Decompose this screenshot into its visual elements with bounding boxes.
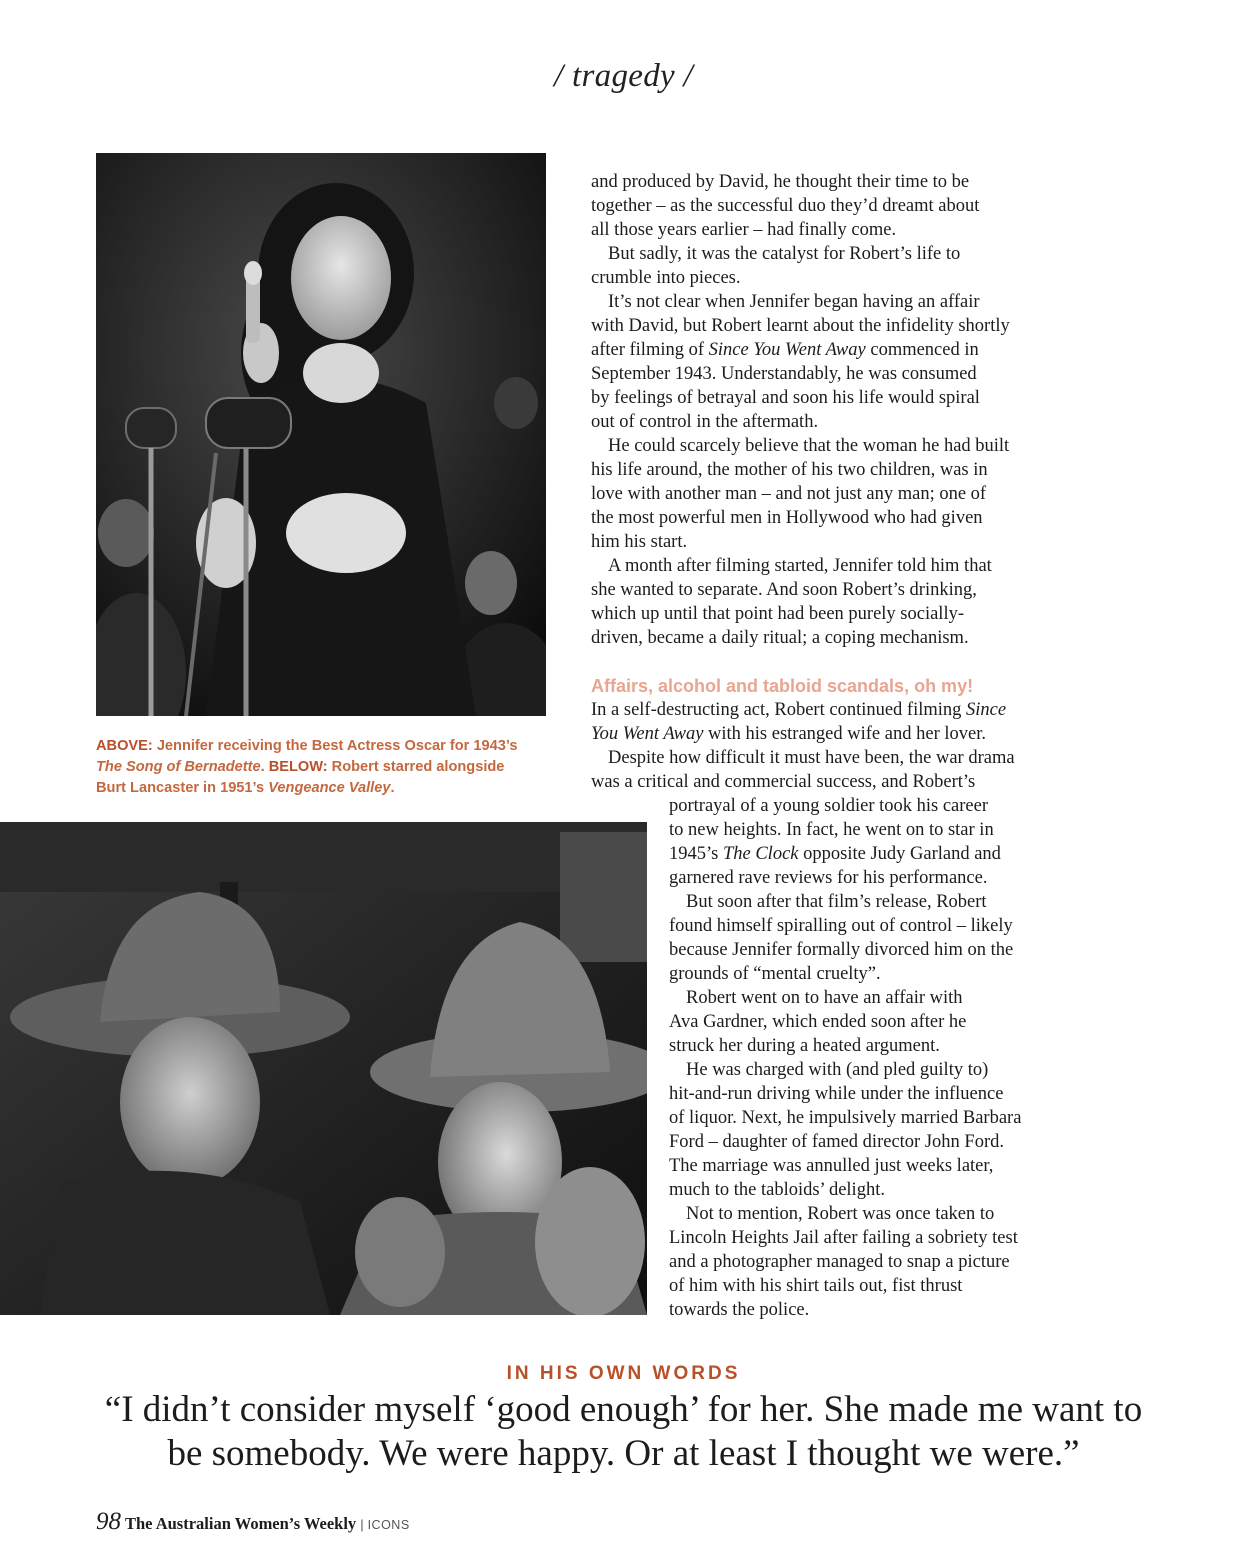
film-title: The Clock xyxy=(722,844,799,864)
text-line: Not to mention, Robert was once taken to xyxy=(686,1204,995,1224)
text-line: she wanted to separate. And soon Robert’s drinking, xyxy=(591,580,977,600)
paragraph xyxy=(591,554,1071,650)
subheading: Affairs, alcohol and tabloid scandals, oh my! xyxy=(591,676,974,696)
paragraph xyxy=(591,242,1071,290)
section-tag: / tragedy / xyxy=(554,58,693,94)
text-line: found himself spiralling out of control – likely xyxy=(669,916,1013,936)
caption-below-end: . xyxy=(390,780,395,796)
caption-below-title: Vengeance Valley xyxy=(268,780,391,796)
text-line: all those years earlier – had finally come. xyxy=(591,220,897,240)
text-line: portrayal of a young soldier took his career xyxy=(669,796,989,816)
text-line: his life around, the mother of his two children, was in xyxy=(591,460,988,480)
text-line: the most powerful men in Hollywood who had given xyxy=(591,508,983,528)
text-line: Despite how difficult it must have been, the war drama xyxy=(608,748,1015,768)
text-line: was a critical and commercial success, and Robert’s xyxy=(591,772,976,792)
text-line xyxy=(591,842,1071,866)
text-line: crumble into pieces. xyxy=(591,268,741,288)
text-line: together – as the successful duo they’d dreamt about xyxy=(591,196,980,216)
footer-separator: | xyxy=(360,1517,364,1532)
text-line: towards the police. xyxy=(669,1300,810,1320)
text-line: A month after filming started, Jennifer told him that xyxy=(608,556,992,576)
text-run: opposite Judy Garland and xyxy=(798,844,1001,864)
film-title: Since xyxy=(966,700,1007,720)
text-line: He was charged with (and pled guilty to) xyxy=(686,1060,989,1080)
text-line: It’s not clear when Jennifer began having an affair xyxy=(608,292,980,312)
text-line: The marriage was annulled just weeks later, xyxy=(669,1156,994,1176)
page-footer xyxy=(96,1508,410,1548)
text-line xyxy=(574,338,1071,362)
pull-quote-line: be somebody. We were happy. Or at least I thought we were.” xyxy=(167,1433,1080,1474)
text-line: because Jennifer formally divorced him on the xyxy=(669,940,1014,960)
text-line: struck her during a heated argument. xyxy=(669,1036,940,1056)
text-line: garnered rave reviews for his performance. xyxy=(669,868,988,888)
text-line: But soon after that film’s release, Robert xyxy=(686,892,987,912)
text-line: of liquor. Next, he impulsively married Barbara xyxy=(669,1108,1022,1128)
caption-above-title: The Song of Bernadette xyxy=(96,759,261,775)
text-line: love with another man – and not just any man; one of xyxy=(591,484,987,504)
text-line: grounds of “mental cruelty”. xyxy=(669,964,881,984)
jennifer-oscar-photo xyxy=(96,153,546,716)
caption-above-end: . xyxy=(260,759,269,775)
text-line xyxy=(591,698,1071,722)
paragraph xyxy=(591,170,1071,242)
photo-caption xyxy=(96,736,536,799)
text-line: him his start. xyxy=(591,532,688,552)
text-line: out of control in the aftermath. xyxy=(591,412,819,432)
text-line: Robert went on to have an affair with xyxy=(686,988,963,1008)
paragraph xyxy=(591,434,1071,554)
text-line: and produced by David, he thought their time to be xyxy=(591,172,970,192)
film-title: You Went Away xyxy=(591,724,704,744)
text-run: 1945’s xyxy=(669,844,723,864)
text-line: driven, became a daily ritual; a coping mechanism. xyxy=(591,628,969,648)
caption-below-text: Robert starred alongside Burt Lancaster in 1951’s xyxy=(96,759,505,796)
vengeance-valley-photo xyxy=(0,822,647,1315)
text-line: hit-and-run driving while under the influence xyxy=(669,1084,1004,1104)
text-line: of him with his shirt tails out, fist thrust xyxy=(669,1276,963,1296)
text-line: Lincoln Heights Jail after failing a sobriety test xyxy=(669,1228,1018,1248)
photo-jennifer-oscar-icon xyxy=(96,153,546,716)
text-line: He could scarcely believe that the woman he had built xyxy=(608,436,1010,456)
caption-above-tag: ABOVE: xyxy=(96,738,153,754)
text-run: In a self-destructing act, Robert continued filming xyxy=(591,700,967,720)
article-body-top xyxy=(591,170,1071,650)
text-line: with David, but Robert learnt about the infidelity shortly xyxy=(591,316,1010,336)
pull-quote xyxy=(80,1388,1167,1476)
pull-quote-line: “I didn’t consider myself ‘good enough’ for her. She made me want to xyxy=(104,1389,1143,1430)
magazine-name: The Australian Women’s Weekly xyxy=(125,1514,357,1533)
text-line: But sadly, it was the catalyst for Robert’s life to xyxy=(608,244,961,264)
text-line: much to the tabloids’ delight. xyxy=(669,1180,885,1200)
text-line: Ford – daughter of famed director John Ford. xyxy=(669,1132,1004,1152)
text-line: September 1943. Understandably, he was consumed xyxy=(591,364,977,384)
text-run: after filming of xyxy=(591,340,709,360)
text-run: with his estranged wife and her lover. xyxy=(703,724,986,744)
caption-below-tag: BELOW: xyxy=(268,759,328,775)
text-line: which up until that point had been purely socially- xyxy=(591,604,964,624)
page-number: 98 xyxy=(96,1508,121,1535)
text-run: commenced in xyxy=(865,340,979,360)
caption-above-text: Jennifer receiving the Best Actress Oscar for 1943’s xyxy=(152,738,518,754)
text-line: to new heights. In fact, he went on to star in xyxy=(669,820,994,840)
pull-quote-label: IN HIS OWN WORDS xyxy=(506,1363,741,1384)
text-line: and a photographer managed to snap a picture xyxy=(669,1252,1010,1272)
footer-section: ICONS xyxy=(367,1518,410,1532)
paragraph xyxy=(591,290,1071,434)
text-line: Ava Gardner, which ended soon after he xyxy=(669,1012,967,1032)
article-body-bottom xyxy=(591,698,1071,1322)
photo-vengeance-valley-icon xyxy=(0,822,647,1315)
film-title: Since You Went Away xyxy=(708,340,866,360)
text-line: by feelings of betrayal and soon his life would spiral xyxy=(591,388,980,408)
text-line xyxy=(591,722,1071,746)
